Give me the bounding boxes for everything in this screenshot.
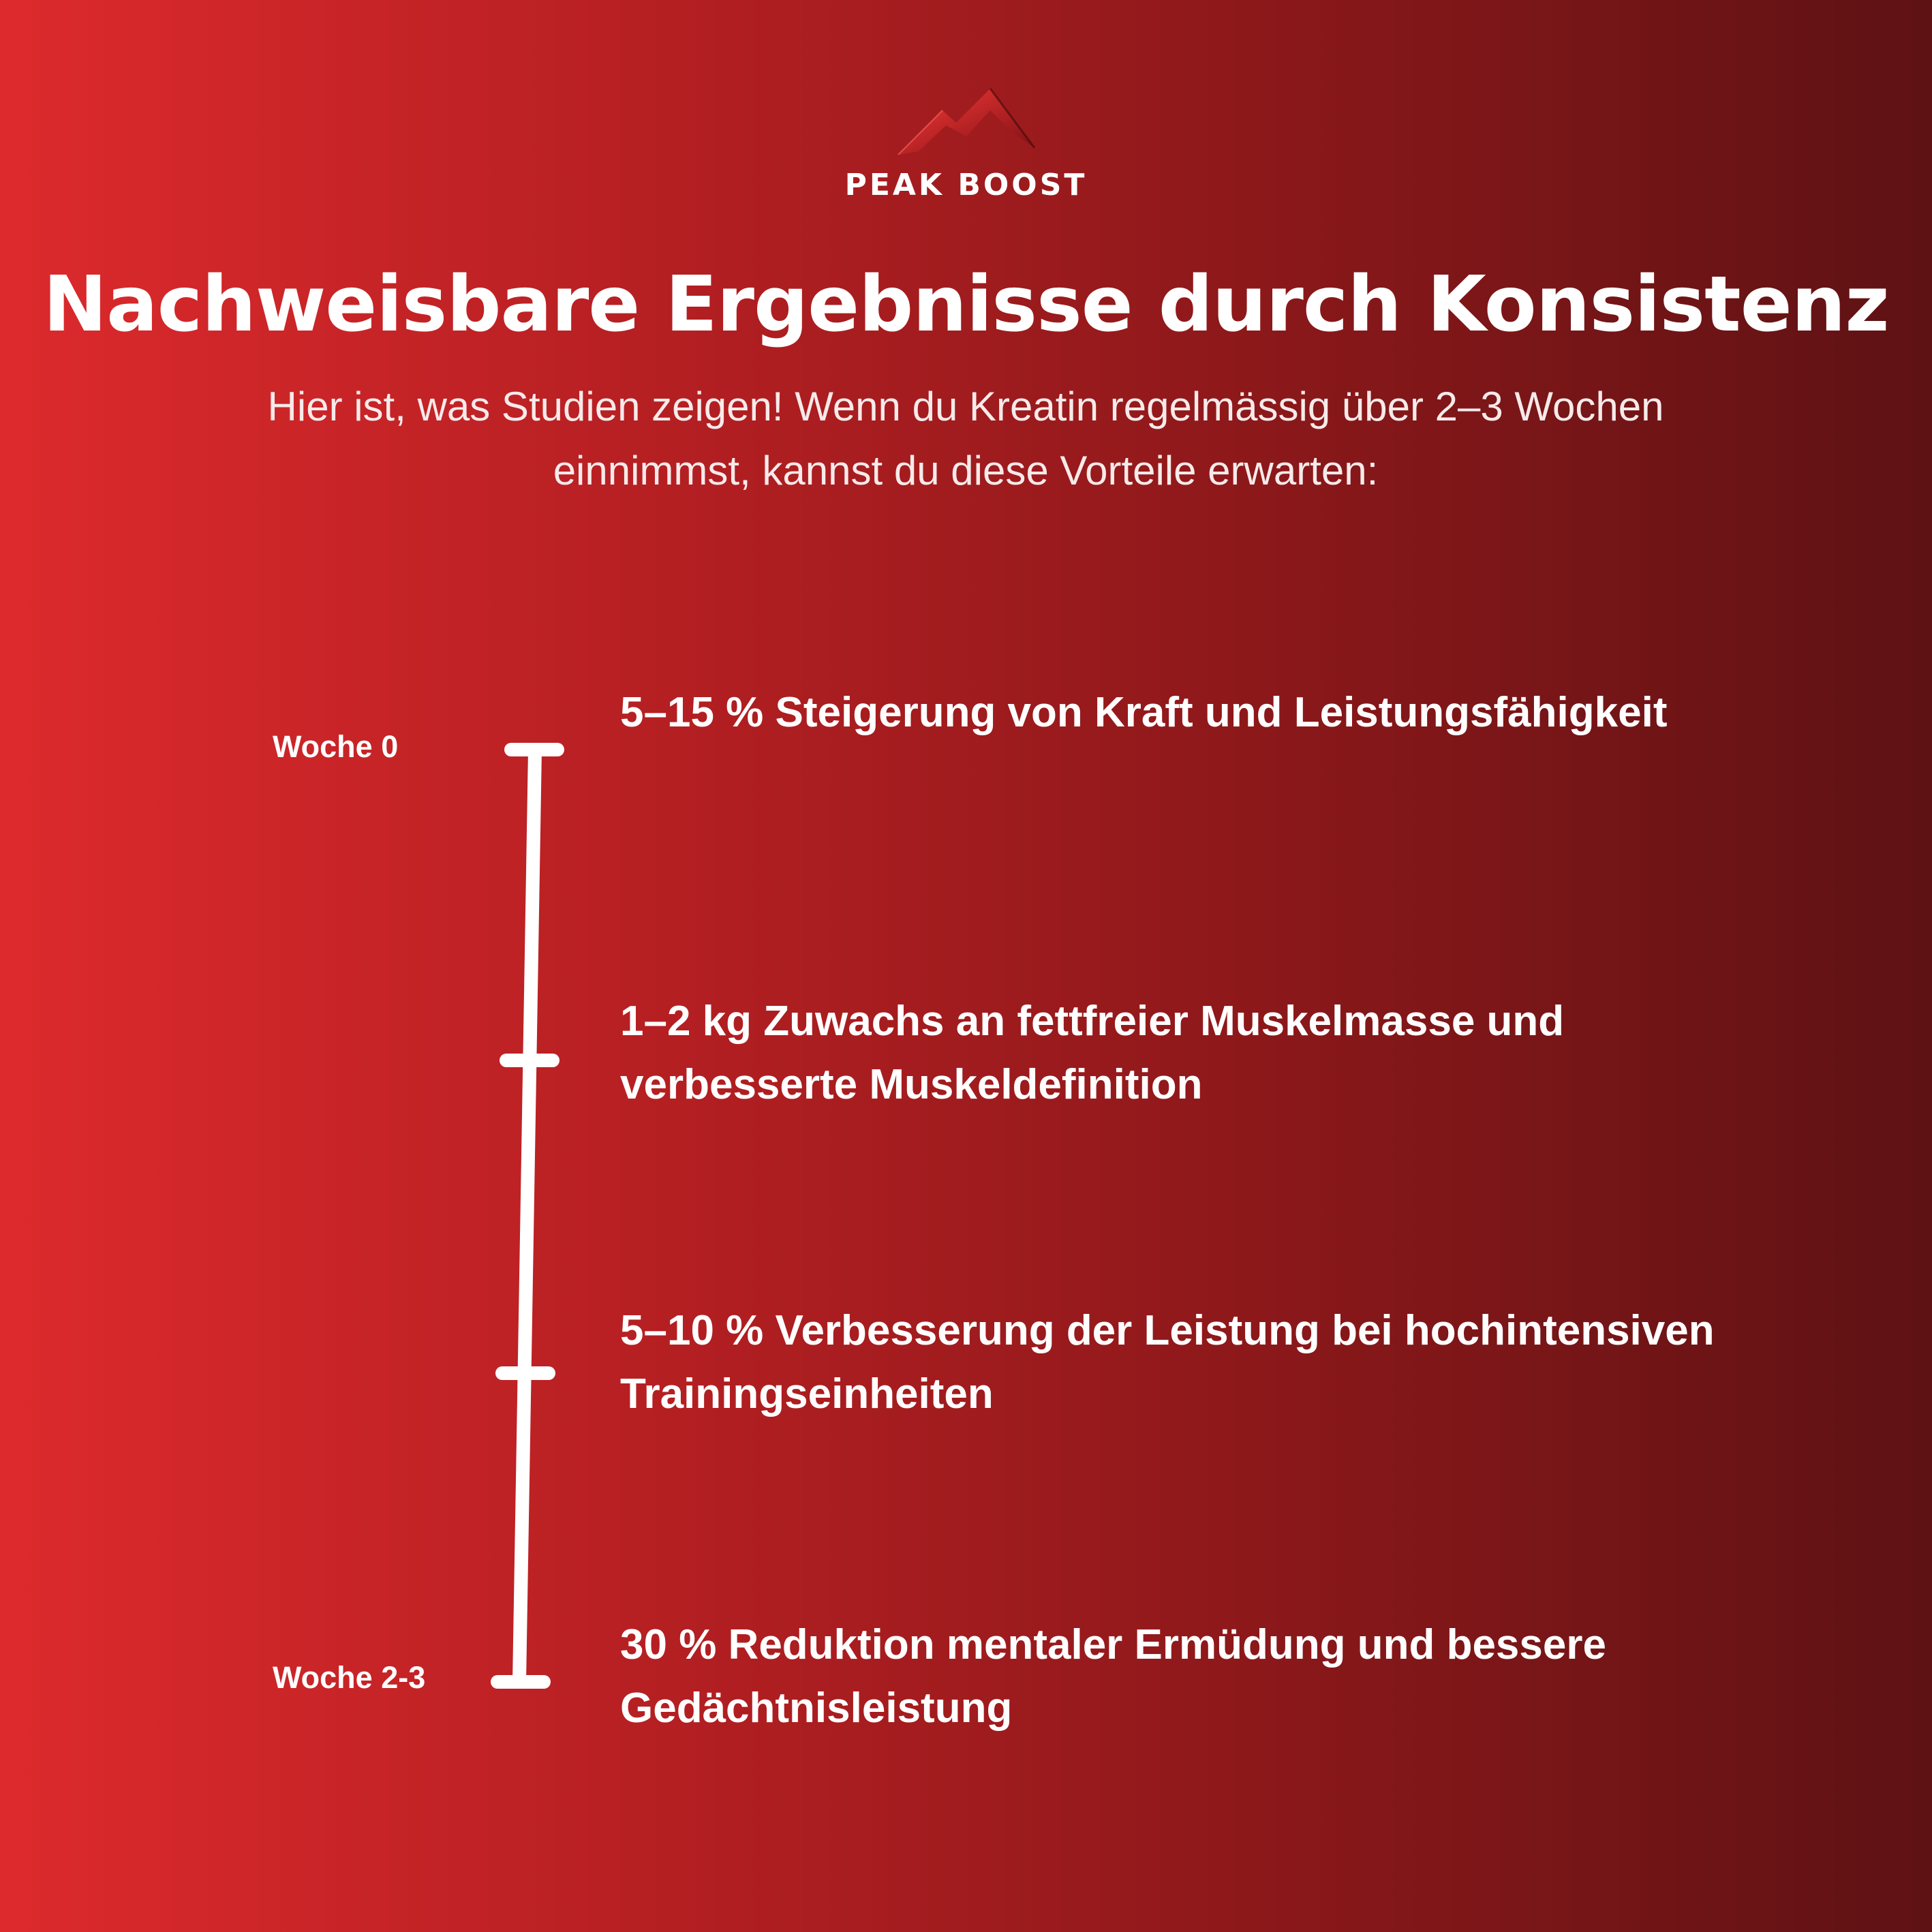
benefit-strength: 5–15 % Steigerung von Kraft und Leistungsfähigkeit: [620, 689, 1668, 736]
mountain-peak-icon: [891, 83, 1041, 158]
brand-name: PEAK BOOST: [844, 168, 1088, 202]
benefit-performance: 5–10 % Verbesserung der Leistung bei hochintensiven Trainingseinheiten: [620, 1307, 1715, 1417]
week-end-label: Woche 2-3: [273, 1660, 426, 1695]
page-subtitle: Hier ist, was Studien zeigen! Wenn du Kreatin regelmässig über 2–3 Wochen einnimmst, kannst du diese Vorteile erwarten:: [267, 384, 1664, 493]
page-title: Nachweisbare Ergebnisse durch Konsistenz: [43, 260, 1889, 349]
benefit-muscle-mass: 1–2 kg Zuwachs an fettfreier Muskelmasse und verbesserte Muskeldefinition: [620, 998, 1565, 1108]
benefit-mental-fatigue: 30 % Reduktion mentaler Ermüdung und bessere Gedächtnisleistung: [620, 1621, 1606, 1732]
brand-logo: [0, 83, 1932, 202]
timeline-line: [519, 750, 535, 1682]
week-start-label: Woche 0: [273, 729, 399, 764]
